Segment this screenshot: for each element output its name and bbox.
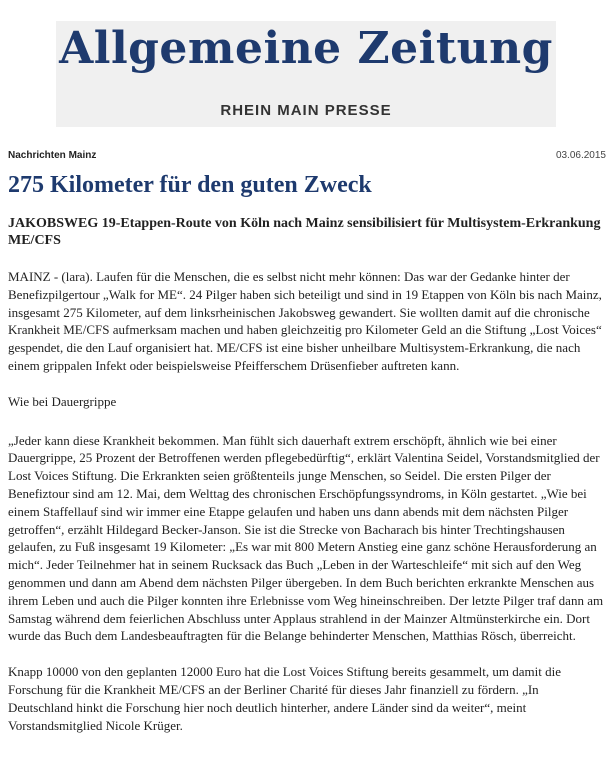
newspaper-logo: Allgemeine Zeitung: [59, 23, 553, 74]
publication-date: 03.06.2015: [555, 150, 606, 161]
article-title: 275 Kilometer für den guten Zweck: [8, 172, 372, 198]
paragraph-intro: MAINZ - (lara). Laufen für die Menschen, die es selbst nicht mehr können: Das war der Gedanke hinter der Benefizpilgertour „Walk for ME“. 24 Pilger haben sich beteiligt und sind in 19 Etappen von Köln bis nach Mainz, insgesamt 275 Kilometer, auf dem linksrheinischen Jakobsweg gewandert. Sie wollten damit auf die chronische Krankheit ME/CFS aufmerksam machen und haben gleichzeitig pro Kilometer Geld an die Stiftung „Lost Voices“ gespendet, die den Lauf organisiert hat. ME/CFS ist eine bisher unheilbare Multisystem-Erkrankung, die nach einem grippalen Infekt oder beispielsweise Pfeifferschem Drüsenfieber auftreten kann.: [8, 269, 602, 373]
masthead: [56, 21, 556, 127]
section-label: Nachrichten Mainz: [8, 150, 97, 161]
article-body: [8, 268, 606, 752]
article-lead: JAKOBSWEG 19-Etappen-Route von Köln nach Mainz sensibilisiert für Multisystem-Erkrankung ME/CFS: [8, 216, 601, 248]
article-subheading: Wie bei Dauergrippe: [8, 393, 117, 409]
paragraph-closing: Knapp 10000 von den geplanten 12000 Euro hat die Lost Voices Stiftung bereits gesammelt, um damit die Forschung für die Krankheit ME/CFS an der Berliner Charité für dieses Jahr finanziell zu fördern. „In Deutschland hinkt die Forschung hier noch deutlich hinterher, andere Länder sind da weiter“, meint Vorstandsmitglied Nicole Krüger.: [8, 664, 562, 733]
masthead-subtitle: RHEIN MAIN PRESSE: [220, 102, 392, 119]
article-meta: [8, 150, 606, 162]
paragraph-main: „Jeder kann diese Krankheit bekommen. Man fühlt sich dauerhaft extrem erschöpft, ähnlich wie bei einer Dauergrippe, 25 Prozent der Betroffenen werden pflegebedürftig“, erklärt Valentina Seidel, Vorstandsmitglied der Lost Voices Stiftung. Die Erkrankten seien größtenteils junge Menschen, so Seidel. Die ersten Pilger der Benefiztour sind am 12. Mai, dem Welttag des chronischen Erschöpfungssyndroms, in Köln gestartet. „Wie bei einem Staffellauf sind wir immer eine Etappe gelaufen und haben uns dann abends mit dem nächsten Pilger getroffen“, erzählt Hildegard Becker-Janson. Sie ist die Strecke von Bacharach bis hinter Trechtingshausen gelaufen, zu Fuß insgesamt 19 Kilometer: „Es war mit 800 Metern Anstieg eine ganz schöne Herausforderung an mich“. Jeder Teilnehmer hat in seinem Rucksack das Buch „Leben in der Warteschleife“ mit sich auf den Weg genommen und dann am Abend dem nächsten Pilger übergeben. In dem Buch berichten erkrankte Menschen aus ihrem Leben und auch die Pilger konnten ihre Erlebnisse vom Weg hineinschreiben. Der letzte Pilger traf dann am Samstag während dem feierlichen Abschluss unter Applaus strahlend in der Mainzer Altmünsterkirche ein. Dort wurde das Buch dem Landesbeauftragten für die Belange behinderter Menschen, Matthias Rösch, überreicht.: [8, 432, 604, 644]
